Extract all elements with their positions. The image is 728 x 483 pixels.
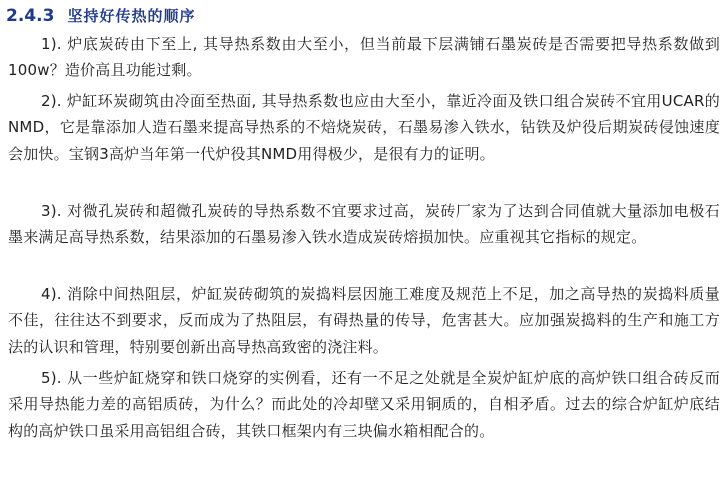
paragraph-2: 2). 炉缸环炭砌筑由冷面至热面, 其导热系数也应由大至小，靠近冷面及铁口组合炭砖不宜用UCAR的NMD，它是靠添加人造石墨来提高导热系的不焙烧炭砖，石墨易渗入铁水，钻铁及炉役后期炭砖侵蚀速度会加快。宝钢3高炉当年第一代炉役其NMD用得极少，是很有力的证明。	[8, 92, 720, 163]
paragraph-3: 3). 对微孔炭砖和超微孔炭砖的导热系数不宜要求过高，炭砖厂家为了达到合同值就大量添加电极石墨来满足高导热系数，结果添加的石墨易渗入铁水造成炭砖熔损加快。应重视其它指标的规定。	[8, 202, 720, 247]
section-number: 2.4.3	[6, 6, 55, 26]
section-title: 坚持好传热的顺序	[67, 7, 196, 25]
paragraph-5: 5). 从一些炉缸烧穿和铁口烧穿的实例看，还有一不足之处就是全炭炉缸炉底的高炉铁口组合砖反而采用导热能力差的高铝质砖，为什么？而此处的冷却壁又采用铜质的，自相矛盾。过去的综合炉缸炉底结构的高炉铁口虽采用高铝组合砖，其铁口框架内有三块偏水箱相配合的。	[8, 369, 720, 440]
paragraph-4: 4). 消除中间热阻层，炉缸炭砖砌筑的炭捣料层因施工难度及规范上不足，加之高导热的炭捣料质量不佳，往往达不到要求，反而成为了热阻层，有碍热量的传导，危害甚大。应加强炭捣料的生产和施工方法的认识和管理，特别要创新出高导热高致密的浇注料。	[8, 285, 720, 356]
section-heading	[6, 3, 196, 29]
paragraph-1: 1). 炉底炭砖由下至上, 其导热系数由大至小，但当前最下层满铺石墨炭砖是否需要把导热系数做到100w？造价高且功能过剩。	[8, 35, 720, 80]
